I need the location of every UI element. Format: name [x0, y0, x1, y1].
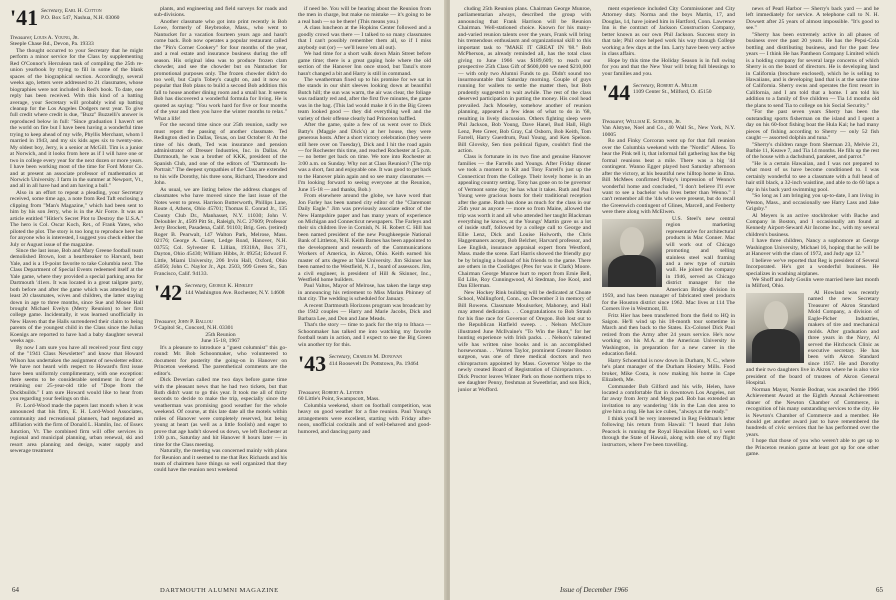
reunion-dates: June 15-18, 1967 [201, 338, 240, 345]
class-44-header [602, 81, 735, 117]
paragraph: For the second time since our 25th reunion, sadly we must report the passing of another classmate. Ted Redington died in Dallas, Texas, on last October 8. At the time of his death, Ted was insurance and pension administrator of Dresser Industries, Inc. in Dallas. At Dartmouth, he was a brother of KKK, president of the Spanish Club, and one of the editors of "Dartmouth In-Portrait." The deepest sympathies of the Class are extended to his wife Dorothy, his three sons, Richard, Theodore and John. [154, 122, 287, 187]
right-column-3 [746, 6, 879, 584]
magazine-title: DARTMOUTH ALUMNI MAGAZINE [160, 587, 279, 594]
paragraph: if need be. You will be hearing about the Reunion from the men in charge, but make no mistake — it's going to be a real bash — so be there! (This means you.) [298, 6, 431, 25]
paragraph: It's a pleasure to introduce a "guest columnist" this go-round: Mr. Bob Schoonmaker, who volunteered to document for posterity the going-on in Hanover on Princeton weekend. The parenthetical comments are the editor's. [154, 344, 287, 377]
paragraph: Since the last issue, Bob and Mary Greene football team demolished Brown, lost a heartbreaker to Harvard, beat Yale, and is a 19-point favorite to take Columbia next. The Class Department of Special Events redeemed itself at the Yale game, where they provided a special parking area for Dartmouth '41ers. It was located in a great tailgate party, both before and after the game which was attended by at least 20 classmates, wives and children, the latter staying down in age to three months, since Sue and Moose Hall brought Michael Evelyn (Merry Reunion) to her first college game. Incidentally, it was learned unofficially in New Haven that the Halls surrendered their claim to being parents of the youngest child in the Class since the Julian Koenigs are reported to have had a baby daughter several weeks ago. [10, 247, 143, 345]
page-number: 64 [12, 586, 19, 594]
paragraph: "So long as I am bringing you up-to-date, I am living in Weston, Mass., and occasionally see Harry Lass and Jake Grigsby." [746, 193, 879, 213]
paragraph: Columbia weekend, short on football competition, was heavy on good weather for a fine reunion. Paul Young's arrangements were excellent, starting with Friday after-noon, unofficial cocktails and of well-behaved and good-humored, and dancing party and [298, 402, 431, 435]
treasurer-line: Treasurer, Louis A. Young, Jr. Steeple Chase Rd., Devon, Pa. 19333 [10, 35, 94, 48]
class-officers: Secretary, Earl H. Cotton P.O. Box 547, Nashua, N.H. 03060 [41, 8, 120, 21]
paragraph: "For the past seven years Sherry has been the outstanding sports fisherman on the island and I spent a day on his 60-foot fishing boat the Hula Kai; he had many pieces of fishing according to Sherry — only 52 fish caught — assorted dolphin and tuna." [746, 109, 879, 142]
paragraph: Commander Bob Gilford and his wife, Helen, have located a comfortable flat in downtown Los Angeles, not far away from Jerry and Megs pad. Bob has extended an invitation to any wandering '44s in the Lan don area to give him a ring. He has ice cubes, "always at the ready." [602, 383, 735, 416]
class-year: '43 [298, 351, 327, 377]
portrait-body [752, 329, 800, 363]
page-number: 65 [876, 586, 883, 594]
paragraph: "He is a certain Hawaiian, and I was not prepared to what most of us have become conditioned to. I was certainly wonderful to see a classmate with a full head of hair still black, a 32-inch waistline, and able to do 60 laps a day in his back yard swimming pool. [746, 160, 879, 193]
portrait-body [608, 255, 656, 287]
paragraph: A recent Dartmouth Horizons program was broadcast by the 1942 couples — Harry and Marie Jacobs, Dick and Barbara Lee, and Don and Jane Meads. [298, 302, 431, 322]
paragraph: After the game, quite a few of us went over to Dick Batty's (Maggie and Dick's) at her house, they were generous hosts. After a short victory celebration (they were still here over on Tuesday), Dick and I hit the road again — for Rochester this time, and reached Rochester at 5 p.m. — no better get back on time. We tore into Rochester at 3:00 a.m. on Sunday. Why not at Class Reunion? (The trip was a short, fast and enjoyable one. It was good to get back to the Hanover plain again and so see many classmates — I'm looking forward to seeing everyone at the Reunion, June 15-18 — and thanks, Bob.) [298, 122, 431, 193]
portrait-face [764, 301, 788, 331]
class-officers: Secretary, Charles M. Donovan 414 Roosevelt Dr. Pottstown, Pa. 19464 [329, 354, 419, 367]
right-page [450, 0, 896, 600]
paragraph: Ro and Finky Corcoran went up for that fall reunion over the Columbia weekend with the "Nordic" Allens. To hear the Pink tell it, that informal fall gathering has the big formal reunions beat a mile. There was a big '44 contingent. Wanno Egger played host Saturday afternoon after the victory, at his beautiful new hilltop home in Etna. Bill McMees confirmed Pinky's impression of Wenno's wonderful home and concluded, "I don't believe I'll ever want to see a bachelor who lives better than Wenno." I can't remember all the '44s who were present, but do recall the Greenwich contingent of Glines, Marcell, and Fenberty were there along with McElwen. [602, 138, 735, 216]
paragraph: I believe we've reported that Reg is president of Several Incorporated. He's got a wonderful business. He specializes in washing airplanes. [746, 257, 879, 277]
paragraph: "Sherry's children range from Sherman 23, Melvie 21, Barbie 11, Keawe 7, and Tia 14 months. He fills up the rest of the house with a dachshund, parakeet, and parrot." [746, 141, 879, 161]
reunion-title: 25th Reunion [205, 331, 236, 338]
paragraph: Also in an effort to repeat a pleading, your Secretary received, some time ago, a note from Red Taft enclosing a clipping from "Man's Magazine," which had been sent to him by his son Jerry, who is in the Air Force. It was an article entitled "Hitler's Secret Plot to Destroy the U.S.A." The hero is Col. Oscar Koch, Ret., of Frank Yates, who piloted the plot. The story is too long to reproduce here but for anyone who is interested, I suggest you check either the July or August issue of the magazine. [10, 189, 143, 248]
portrait-photo [602, 219, 662, 287]
paragraph: Norman Mayor, Nomie Bodnar, was awarded the 1966 Achievement Award at the Eighth Annual Achievement dinner of the Newton Chamber of Commerce, in recognition of his many outstanding services to the city. He is Newton's Chamber of Commerce and a member. He should get another award just to have remembered the hundreds of civic services that he has performed over the years. [746, 386, 879, 438]
left-column-2 [154, 6, 287, 584]
paragraph: Another classmate who got into print recently is Bob Lowe, formerly of Reybrooke, Mass., who went to Nantucket for a vacation fourteen years ago and hasn't come back. Bob now operates a popular restaurant called the "Pin's Corner Cookery" for four months of the year, and a real estate and insurance business during the off season. His original idea was to produce frozen clam chowder, and see the chowder but on Nantucket for promotional purposes only. The frozen chowder didn't do too well, but Cap'n Tobey's caught on, and it now so popular that Bob plans to build a second Bob addition this fall to house another dining room and a small bar. It seems Bob has discovered a wonderful formula for living. He is quoted as saying: "You work hard for five or four months of the year and then you have the winter months to relax." What a life! [154, 18, 287, 122]
paragraph: I hope that those of you who weren't able to get up to the Princeton reunion game at least got up for one other game. [746, 438, 879, 458]
treasurer-line: Treasurer, William E. Sceeskis, Jr. Van Alstyne, Noel and Co., 40 Wall St., New York, N.Y. 10005 [602, 118, 735, 138]
paragraph: As usual, we are listing below the address changes of classmates who have moved since the last issue of the Notes went to press. Harrison Butterworth, Phillips Lane, Route 4, Athens, Ohio 45701; Thomas E. Conrad Jr., 135 County Club Dr., Manhasset, N.Y. 11030; John V. Deloubler Jr., 4509 Pitt St., Raleigh, N.C. 27609; Professor Jerry Brockett, Pasadena, Calif. 91103; Brig. Gen. (retired) Roger B. Pearwalt, 147 Walton Park, Melrose, Mass. 02176; George A. Guest, Ledge Road, Hanover, N.H. 03755; Col. Sylvester E. Lillian, 19318A, Box 371, Dayton, Ohio 45430; William Hibbs, Jr. 09254; Edward F. Little, Miami University, 206 Irvin Hall, Oxford, Ohio 45056; John C. Naylor Jr., Apt. 2503, 999 Green St., San Francisco, Calif. 94133. [154, 186, 287, 277]
portrait-photo [746, 293, 804, 363]
paragraph: New Hockey Rink building will be dedicated at Choate School, Wallingford, Conn., on December 3 in memory of Bill Rowens. Classmate Moulsorker, Mahoney, and Hall may attend dedication. . . Congratulations to Bob Straub for his fine race for Governor of Oregon. Bob lost out to the Republican Hatfield sweep. . . Nelson McClure illustrated June McIlvaine's "To Win the Hunt," for her hunting experience with Irish packs. . . Nelson's talented wife has written nine books and is an accomplished horsewoman. . . Warren Taylor, prominent Greater Boston surgeon, was one of three medical doctors and two chiropractors appointed by Mass. Governor Volpe to the newly created Board of Registration of Chiropractors. . . Dick Proctor leaves Winter Park on those northern trips to see daughter Penny, freshman at Sweetbriar, and son Rick, junior at Wofford. [458, 289, 591, 393]
paragraph: news of Pearl Harbor — Sherry's back yard — and he left immediately for service. A telephone call to N. H. Dowsett after 25 years of almost impossible. "It's good to see." [746, 6, 879, 32]
issue-date: Issue of December 1966 [560, 586, 628, 594]
paragraph: Naturally, the meeting was concerned mainly with plans for Reunion and it seemed to me that Rex Richards and his team of chairmen have things so well organized that they could have the reunion next weekend [154, 448, 287, 474]
paragraph: cluding 25th Reunion plans. Chairman George Munroe, parliamentarian always, described the group with announcing that Frank Harrison will be Reunion Chairman. Well-stationed choice. Known for his many-and-varied reunion talents over the years, Frank will bring his tremendous enthusiasm and organizational skill to this important task to "MAKE IT GREAT IN '68." Bob McPherson, as already reminded all, has the total class giving to June 1966 was $189,609; to reach our prospective 25th Class Gift of $600,000 we need $210,000 — with only two Alumni Funds to go. Didn't sound too insurmountable that Saturday morning. Couple of guys running for wallets to settle the matter then, but Bob prudently suggested to wait awhile. The rest of the class deserved participation in putting the money. His cool head prevailed. Jack Moseley, somehow another of reunion planning, appeared a few ideas of what to do in '68, resulting in lively discussion. Others fighting sleep were Phil Jackson, Bob Young, Dave Hanel, Bud Hall, High Lenz, Pete Greer, Bob Gray, Cal Osborn, Bob Keith, Tom Farrell, Harry Guerdrum, Paul Young, and Ken Spelson. Bill Glovsky, Sen tion political figure, couldn't find the action. [458, 6, 591, 154]
right-column-1 [458, 6, 591, 584]
paragraph: I think you'll be very interested in Reg Feldman's letter following his return from Hawaii: "I heard that John Peacock is running the Royal Hawaiian Hotel, so I went through the State of Hawaii, along with one of my flight instructors, where I've been travelling. [602, 415, 735, 448]
class-officers: Secretary, Robert A. Miller 1109 Center St., Milford, O. 45150 [633, 82, 712, 96]
paragraph: That's the story — time to pack for the trip to Ithaca — Schoonmaker has talked me into watching my favorite football team in action, and I expect to see the Big Green win another try for this. [298, 322, 431, 348]
left-column-3 [298, 6, 431, 584]
paragraph: U.S. Steel's new central region marketing representative for architectural products is Mac Conner. Mac will work out of Chicago promoting and selling stainless steel wall framing and a new type of curtain wall. He joined the company in 1946, served as Chicago district manager for the American Bridge division in 1959, and has been manager of fabricated steel products for the Houston district since 1962. Mac lives at 114 The Corners live in Westmont, Ill. [602, 215, 735, 313]
left-page [0, 0, 446, 600]
paragraph: I have three children, Nancy a sophomore at George Washington University, Michael 16, hoping that he will be at Hanover with the class of 1972, and Judy age 12." [746, 238, 879, 258]
paragraph: "Sherry has been extremely active in all phases of business over the past 20 years. He has the Pepsi-Cola bottling and distributing business, and for the past few years — I think He has Pantheon Company Limited which is a holding company for several large concerns of which Sherry is on the board of directors. He is developing land in California (brochure enclosed), which he is selling to Hawaiians, and is developing land that is at the same time of California. Sherry owns and operates the first resort in California, and I am told that a home. I am told his addition to a family of five children — Tia 14 months old the plans to send Tia to college on his Social Security." [746, 31, 879, 109]
class-41-header [10, 6, 143, 33]
portrait-face [620, 227, 644, 257]
class-year: '42 [154, 280, 183, 306]
treasurer-line: Treasurer, John P. Ballou 9 Capitol St., Concord, N.H. 03301 [154, 319, 234, 332]
paragraph: By now I am sure you have all received your first copy of the "1941 Class Newsletter" and know that Howard Wilson has undertaken the assignment of newsletter editor. We have not heard with respect to Howard's first issue have been uniformly complimentary, with one exception: there seems to be considerable sentiment in favor of retaining our 25-year-old title of "Dope from the Dockbuilds." I am sure Howard would like to hear from you regarding your feelings on this. [10, 344, 143, 403]
class-year: '44 [602, 79, 631, 105]
paragraph: Paul Valtos, Mayor of Melrose, has taken the large step in announcing his retirement to Miss Marian Phinney of that city. The wedding is scheduled for January. [298, 283, 431, 303]
paragraph: The weatherman fixed up to his promise for we sat in the stands in our shirt sleeves looking down at beautiful Butch hill; the sun was warm, the air was clear, the foliage was radiantly red and, after the first five minutes, the game was in the bag. (This lad would make it 6 in the Big Green team looked good — they did everything well and the variety of their offense clearly had Princeton baffled. [298, 76, 431, 122]
paragraph: The thought occurred to your Secretary that he might perform a minor service for the Class by supplementing Red O'Connor's Herculean task of compiling the 25th re-union yearbook by trying to fill in some of the blank spaces of the biographical section. Accordingly, several weeks ago, letters were addressed to 21 classmates, whose biographies were not included in Red's book. To date, one reply has been received. With this kind of a batting average, your Secretary will probably wind up batting cleanup for the Los Angeles Dodgers next year. To give full credit where credit is due, "Buzz" Buzzelli's answer is reproduced below in full: "Since graduation I haven't set the world on fire but I have been having a wonderful time trying to keep ahead of my wife, Phyllis Merchant, whom I married in 1943, and my six kids ages six to twenty-one. My oldest boy, Jerry, is a senior at McGill. Tim is a junior at Norwich, and it looks from here as if I will have one or two in college every year for the next dozen or more years. I have been working most of the time for Ford Motor Co. and at present an associate professor of mathematics at Norwich University. I farm in the summer at Newport, Vt., and all in all have had and am having a ball." [10, 47, 143, 190]
class-officers: Secretary, George K. Hinkley 144 Washington Ave. Rochester, N.Y. 14608 [185, 283, 285, 296]
paragraph: We Shoff and Judy Goslin were married here last month in Milford, Ohio. [746, 277, 879, 290]
paragraph: Harry Schoenthal is now down in Durham, N. C., where he's plant manager of the Durham Hosiery Mills. Food broker, Mike Costa, is now making his home in Cape Elizabeth, Me. [602, 357, 735, 384]
paragraph: ment experience included City Commissioner and City Attorney duty. Norma and the boys Martin, 17, and Douglas, 14, have joined him in Hartford, Conn. Lawrence Inn is the contract of Jackson Construction Company, better known as our own Phil Jackson. Success story in that tale; Phil once helped work his way through College working a few days at the Inn. Larry have been very active in class affairs. [602, 6, 735, 58]
paragraph: We had time for a short walk down Main Street before game time; there is a great gaping hole where the old section of the Hanover Inn once stood, but Tanzi's store hasn't changed a bit and Harry is still in command. [298, 51, 431, 77]
right-column-2 [602, 6, 735, 584]
paragraph: Fr. Lord-Wood made the papers last month when it was announced that his firm, E. H. Lord-Wood Associates, community and recreational planners, had negotiated an affiliation with the firm of Donald L. Hamlin, Inc. of Essex Junction, Vt. The combined firm will offer services in regional and municipal planning, urban renewal, ski and resort area planning and design, water supply and sewerage treatment [10, 402, 143, 454]
paragraph: Al Howland was recently named the new Secretary Treasurer of Akron Standard Mold Company, a division of Eagle-Picher Industries, makers of tire and mechanical molds. After graduation and three years in the Navy, Al served the Hitchcock Clinic as executive secretary. He has been with Akron Standard since 1957. He and Dorothy and their two daughters live in Akron where he is also vice president of the board of trustees of Akron General Hospital. [746, 289, 879, 387]
class-42-header [154, 281, 287, 317]
paragraph: Hope by this time the Holiday Season is in full swing for you and that the New Year will bring full blessings to your families and you. [602, 57, 735, 77]
paragraph: From elsewhere around the globe, we have word that Jon Farley has been named city editor of the "Claremont Daily Eagle." Jim was previously associate editor of the New Hampshire paper and has many years of experience on Michigan and Connecticut newspapers. The Farleys and their six children live in Cornish, N. H. Robert C. Hill has been named president of the new Poughkeepsie National Bank of Littleton, N.H. Keith Barnes has been appointed to the development and research of the Communications Workers of America, in Akron, Ohio. Keith earned his master of arts degree at Yale University. Jim Skinner has been named to the Westfield, N. J., board of assessors. Jim, a civil engineer, is president of Hill & Skinner, Inc., Westfield home builders. [298, 193, 431, 284]
paragraph: Class is fortunate in its two fine and genuine Hanover families — the Farrells and Youngs. After Friday dinner we took a moment to Kit and Tony Farrell's just up the Connecticut from the College. Their lovely home is in an appealing country setting. Tony has gone on to be governor of Vermont some day; he has what it takes. Ruth and Paul Young were gracious hosts for their traditional reception after the game. Ruth has done as much for the class in our 25th year as anyone — more so from Maine, allowed the trip was worth it and all who attended her taught Blackman everything he knows; at the Youngs' Martin gave us a lot of inside stuff, followed by a college call to George and Ellie Lenz, Dick and Louise Holworth, the Chris Haggemaners accept, Bob Belcher, Harvard professor, and Lee English, insurance appraisal expert from Westford, Mass. made the scene. Earl Harris showed the friendly guy be by bringing a busload of his friends to the game. There are others in the Coolidges (Pres for was it Clark) Moore. Chairman George Munroe hurt to report from Ernie Bell, Ed Lilie, Roy Cunningwood, Al Stedman, Joe Kool, and Dan Ellerman. [458, 154, 591, 290]
class-year: '41 [10, 6, 39, 30]
paragraph: plants, and engineering and field surveys for roads and sub-divisions. [154, 6, 287, 19]
paragraph: A class luncheon at the Hopkins Center followed and a goodly crowd was there — I talked to so many classmates that I can't possibly remember them all, so if I miss anybody out (or) — we'll leave 'em all out). [298, 25, 431, 51]
left-column-1 [10, 6, 143, 584]
class-43-header [298, 352, 431, 388]
paragraph: Fritz Hier has been transferred from the field to HQ in Saigon. He'll wind up his 18-month tour sometime in March and then back to the States. Ex-Colonel Dick Paul retired from the Army after 24 years service. He's now working on his M.A. at the American University in Washington, in preparation for a new career in the education field. [602, 312, 735, 358]
paragraph: Al Meyers is an active stockbroker with Bache and Company in Boston, and I occasionally am found at Kennedy Airport-Seward Air Income Inc., with my several children's business. [746, 212, 879, 238]
treasurer-line: Treasurer, Robert A. Leyden 60 Little's Point, Swampscott, Mass. [298, 390, 380, 403]
paragraph: Dick Deverian called me two days before game time with the pleasant news that he had two tickets, but that Ruth didn't want to go this year. It took me all of thirty seconds to decide to make the trip, especially since the weatherman was promising good weather for the whole weekend. Of course, at this late date all the motels within miles of Hanover were completely reserved, but being young at heart (as well as a little foolish) and eager to prove that age hadn't slowed us down, we left Rochester at 1:00 p.m., Saturday and hit Hanover 8 hours later — in time for the Class meeting. [154, 377, 287, 448]
